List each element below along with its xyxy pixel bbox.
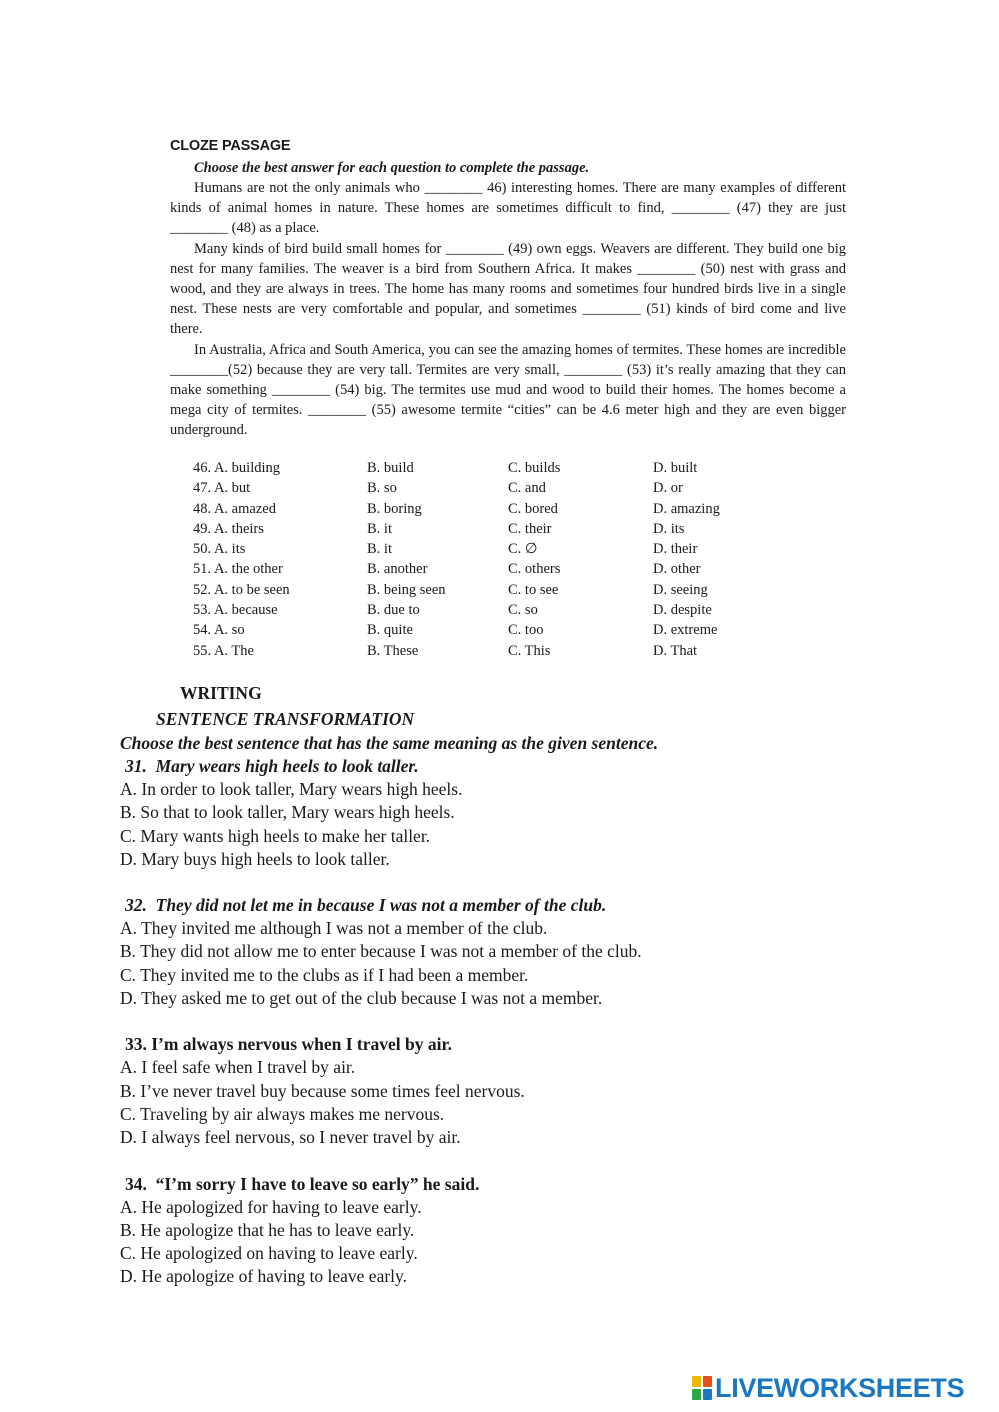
question-33-option-b[interactable]: B. I’ve never travel buy because some times feel nervous. bbox=[120, 1080, 525, 1101]
question-spacer bbox=[120, 1010, 880, 1033]
option-47-c: C. and bbox=[508, 480, 546, 497]
question-31-stem: 31. Mary wears high heels to look taller. bbox=[125, 756, 419, 776]
option-52-b: B. being seen bbox=[367, 581, 446, 598]
option-47-a: 47. A. but bbox=[193, 480, 251, 497]
writing-instruction: Choose the best sentence that has the same meaning as the given sentence. bbox=[120, 733, 659, 753]
option-49-d: D. its bbox=[653, 520, 685, 537]
liveworksheets-logo-icon bbox=[692, 1376, 712, 1400]
question-31-option-a[interactable]: A. In order to look taller, Mary wears high heels. bbox=[120, 779, 463, 799]
cloze-passage-section bbox=[170, 136, 846, 441]
options-row-52 bbox=[193, 580, 813, 600]
option-50-d: D. their bbox=[653, 541, 698, 558]
question-32 bbox=[120, 894, 880, 1010]
option-52-a: 52. A. to be seen bbox=[193, 581, 290, 598]
option-51-c: C. others bbox=[508, 561, 561, 578]
option-50-c: C. ∅ bbox=[508, 541, 538, 558]
option-49-c: C. their bbox=[508, 520, 552, 537]
cloze-paragraph-1: Humans are not the only animals who ________ 46) interesting homes. There are many examples of different kinds of animal homes in nature. These homes are sometimes difficult to find, ________ (47) they are just ________ (48) as a place. bbox=[170, 180, 846, 237]
question-34-option-a[interactable]: A. He apologized for having to leave early. bbox=[120, 1196, 422, 1217]
options-row-50 bbox=[193, 539, 813, 559]
brand-name: LIVEWORKSHEETS bbox=[715, 1372, 965, 1403]
option-53-a: 53. A. because bbox=[193, 602, 278, 619]
option-47-d: D. or bbox=[653, 480, 683, 497]
option-55-a: 55. A. The bbox=[193, 642, 254, 659]
question-33-option-a[interactable]: A. I feel safe when I travel by air. bbox=[120, 1057, 356, 1078]
options-row-55 bbox=[193, 641, 813, 661]
options-row-49 bbox=[193, 519, 813, 539]
option-54-d: D. extreme bbox=[653, 622, 718, 639]
option-54-b: B. quite bbox=[367, 622, 413, 639]
writing-title: WRITING bbox=[180, 683, 262, 703]
option-50-b: B. it bbox=[367, 541, 392, 558]
option-52-c: C. to see bbox=[508, 581, 559, 598]
option-53-c: C. so bbox=[508, 602, 538, 619]
question-33-option-d[interactable]: D. I always feel nervous, so I never travel by air. bbox=[120, 1127, 461, 1148]
option-54-c: C. too bbox=[508, 622, 544, 639]
question-31-option-c[interactable]: C. Mary wants high heels to make her taller. bbox=[120, 825, 431, 846]
question-32-option-a[interactable]: A. They invited me although I was not a member of the club. bbox=[120, 918, 548, 939]
option-49-b: B. it bbox=[367, 520, 392, 537]
question-34 bbox=[120, 1173, 880, 1289]
cloze-paragraph-3: In Australia, Africa and South America, you can see the amazing homes of termites. These homes are incredible ________(52) because they are very tall. Termites are very small, ________ (53) it’s really amazing that they can make something ________ (54) big. The termites use mud and wood to build their homes. The homes become a mega city of termites. ________ (55) awesome termite “cities” can be 4.6 meter high and they are even bigger underground. bbox=[170, 341, 846, 439]
option-49-a: 49. A. theirs bbox=[193, 520, 264, 537]
question-31-option-d[interactable]: D. Mary buys high heels to look taller. bbox=[120, 848, 390, 869]
cloze-instruction: Choose the best answer for each question to complete the passage. bbox=[194, 160, 590, 176]
option-53-b: B. due to bbox=[367, 602, 420, 619]
option-54-a: 54. A. so bbox=[193, 622, 245, 639]
option-48-d: D. amazing bbox=[653, 500, 720, 517]
cloze-paragraph-2: Many kinds of bird build small homes for ________ (49) own eggs. Weavers are different. They build one big nest for many families. The weaver is a bird from Southern Africa. It makes ________ (50) nest with grass and wood, and they are always in trees. The home has many rooms and sometimes four hundred birds live in a single nest. These nests are very comfortable and popular, and sometimes ________ (51) kinds of bird come and live there. bbox=[170, 240, 846, 338]
question-34-stem: 34. “I’m sorry I have to leave so early” he said. bbox=[125, 1173, 480, 1194]
question-34-option-d[interactable]: D. He apologize of having to leave early. bbox=[120, 1266, 408, 1287]
option-55-c: C. This bbox=[508, 642, 551, 659]
option-46-b: B. build bbox=[367, 460, 414, 476]
liveworksheets-brand bbox=[692, 1373, 964, 1403]
writing-subtitle: SENTENCE TRANSFORMATION bbox=[156, 709, 415, 729]
question-spacer bbox=[120, 1150, 880, 1173]
writing-section bbox=[120, 681, 880, 1289]
option-55-b: B. These bbox=[367, 642, 419, 659]
option-51-a: 51. A. the other bbox=[193, 561, 283, 578]
question-32-option-d[interactable]: D. They asked me to get out of the club because I was not a member. bbox=[120, 988, 603, 1009]
question-34-option-c[interactable]: C. He apologized on having to leave early. bbox=[120, 1243, 418, 1264]
question-32-option-c[interactable]: C. They invited me to the clubs as if I had been a member. bbox=[120, 964, 529, 985]
question-33 bbox=[120, 1033, 880, 1149]
question-31-option-b[interactable]: B. So that to look taller, Mary wears high heels. bbox=[120, 802, 455, 823]
question-33-stem: 33. I’m always nervous when I travel by air. bbox=[125, 1034, 452, 1055]
option-48-a: 48. A. amazed bbox=[193, 500, 276, 517]
option-51-d: D. other bbox=[653, 561, 701, 578]
cloze-title: CLOZE PASSAGE bbox=[170, 138, 291, 154]
option-48-b: B. boring bbox=[367, 500, 422, 517]
options-row-46 bbox=[193, 458, 813, 478]
option-53-d: D. despite bbox=[653, 602, 712, 619]
option-52-d: D. seeing bbox=[653, 581, 708, 598]
option-46-c: C. builds bbox=[508, 460, 561, 476]
question-32-option-b[interactable]: B. They did not allow me to enter because I was not a member of the club. bbox=[120, 941, 642, 962]
options-row-53 bbox=[193, 600, 813, 620]
options-row-47 bbox=[193, 478, 813, 498]
options-row-48 bbox=[193, 499, 813, 519]
option-46-d: D. built bbox=[653, 460, 698, 476]
question-34-option-b[interactable]: B. He apologize that he has to leave early. bbox=[120, 1219, 415, 1240]
cloze-options-table bbox=[193, 458, 813, 661]
options-row-54 bbox=[193, 620, 813, 640]
option-50-a: 50. A. its bbox=[193, 541, 246, 558]
option-48-c: C. bored bbox=[508, 500, 558, 517]
option-47-b: B. so bbox=[367, 480, 397, 497]
question-33-option-c[interactable]: C. Traveling by air always makes me nervous. bbox=[120, 1103, 445, 1124]
question-31 bbox=[120, 755, 880, 871]
option-55-d: D. That bbox=[653, 642, 698, 659]
question-32-stem: 32. They did not let me in because I was not a member of the club. bbox=[125, 895, 607, 916]
question-spacer bbox=[120, 871, 880, 894]
option-51-b: B. another bbox=[367, 561, 428, 578]
option-46-a: 46. A. building bbox=[193, 460, 281, 476]
options-row-51 bbox=[193, 559, 813, 579]
